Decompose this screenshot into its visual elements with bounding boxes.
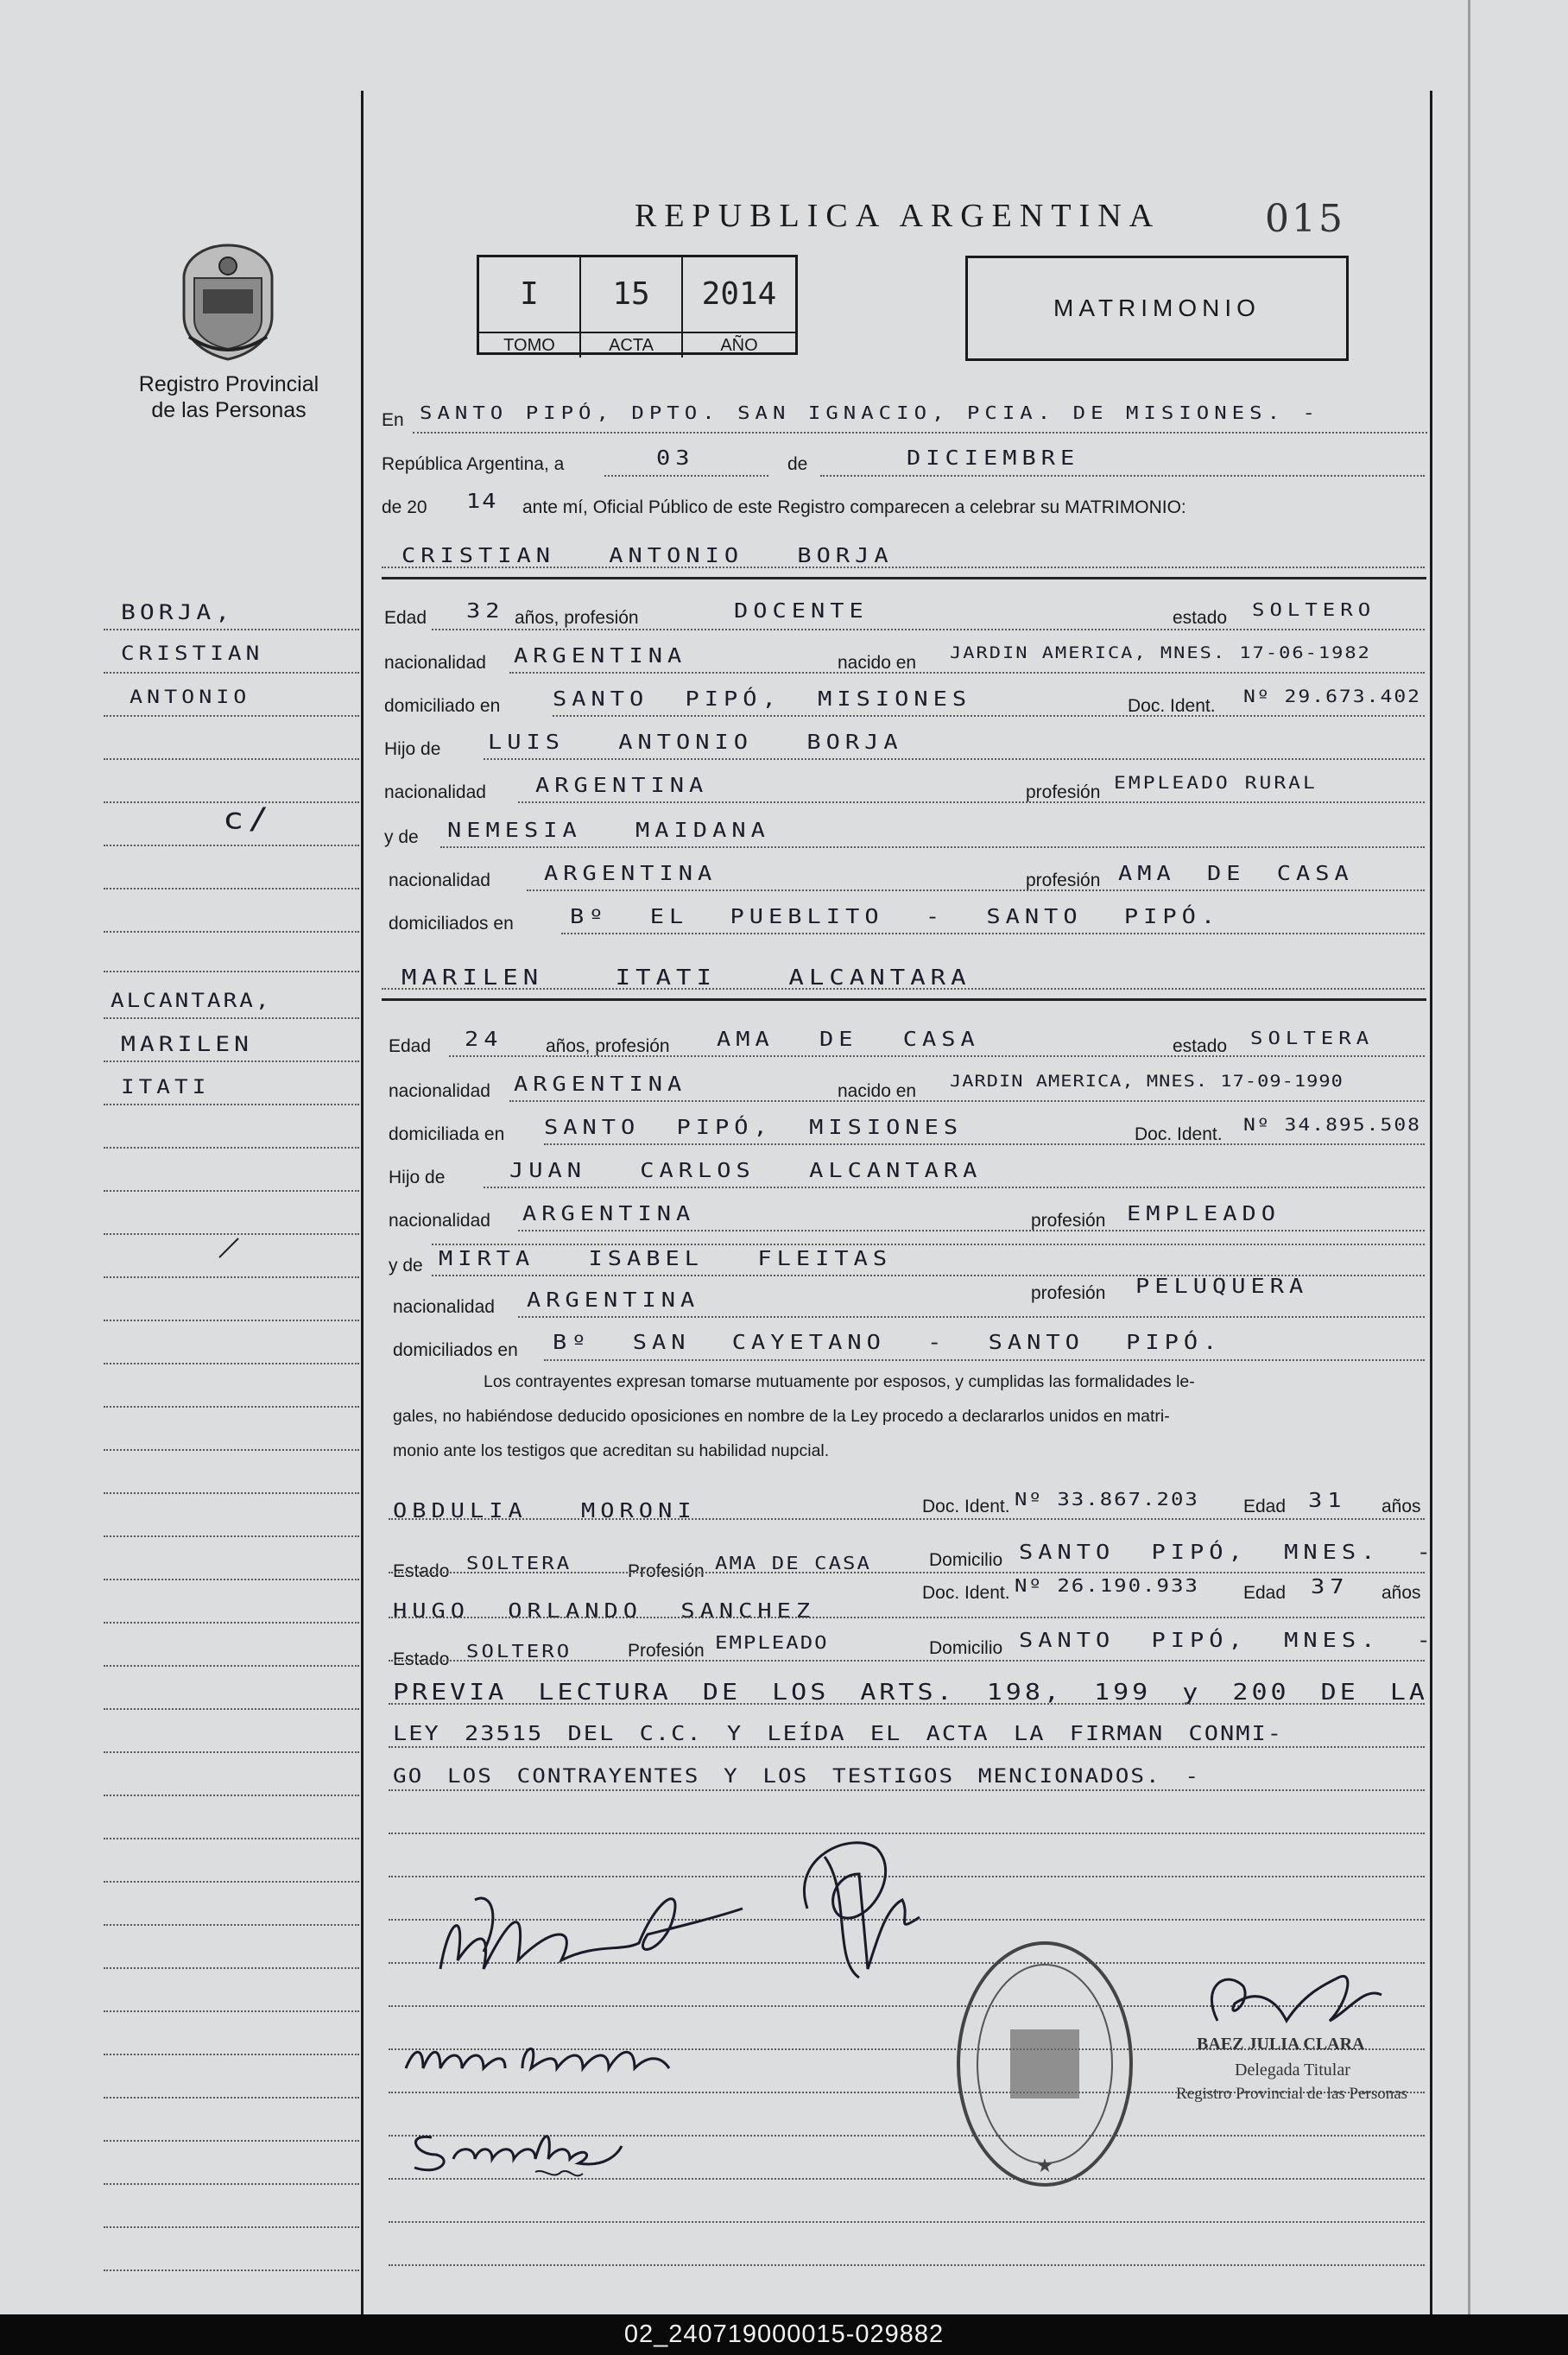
bride-dom-label: domiciliada en	[389, 1124, 505, 1144]
margin-rule	[104, 1017, 359, 1019]
groom-father-prof-label: profesión	[1026, 782, 1101, 802]
groom-profesion: DOCENTE	[734, 599, 869, 623]
margin-rule	[104, 1492, 359, 1494]
official-signature	[1192, 1952, 1390, 2047]
groom-doc-label: Doc. Ident.	[1128, 696, 1216, 716]
margin-rule	[104, 1147, 359, 1149]
witness2-estado-label: Estado	[393, 1649, 450, 1669]
margin-rule	[104, 2054, 359, 2055]
rule	[389, 1617, 1425, 1618]
registry-seal-icon	[177, 242, 279, 363]
rule	[389, 1572, 1425, 1573]
acta-value: 15	[612, 276, 650, 312]
year-prefix: de 20	[382, 497, 427, 517]
bride-nacido: JARDIN AMERICA, MNES. 17-09-1990	[950, 1072, 1344, 1091]
bride-father: JUAN CARLOS ALCANTARA	[509, 1159, 983, 1182]
declaration-line-3: monio ante los testigos que acreditan su habilidad nupcial.	[393, 1441, 830, 1460]
rule	[518, 1230, 1425, 1231]
margin-rule	[104, 1795, 359, 1796]
acta-label: ACTA	[581, 332, 681, 358]
document-title: REPUBLICA ARGENTINA	[635, 198, 1161, 234]
witness2-dom-label: Domicilio	[929, 1638, 1003, 1658]
groom-mother-prof: AMA DE CASA	[1118, 862, 1354, 885]
rule	[413, 432, 1427, 434]
bride-edad: 24	[465, 1028, 503, 1051]
bride-father-nac: ARGENTINA	[522, 1202, 696, 1225]
margin-rule	[104, 931, 359, 933]
declaration-text	[393, 1364, 1420, 1468]
witness1-profesion: AMA DE CASA	[715, 1553, 871, 1573]
declaration-line-2: gales, no habiéndose deducido oposiciones en nombre de la Ley procedo a declararlos unidos en matri-	[393, 1407, 1170, 1426]
margin-rule	[104, 672, 359, 674]
margin-groom-surname: BORJA,	[121, 599, 235, 624]
year-suffix: 14	[466, 490, 498, 513]
groom-signature	[423, 1865, 751, 1995]
margin-rule	[104, 758, 359, 760]
groom-hijo-label: Hijo de	[384, 739, 441, 759]
groom-estado: SOLTERO	[1252, 599, 1376, 620]
margin-rule	[104, 1665, 359, 1667]
margin-rule	[104, 1276, 359, 1278]
tomo-value: I	[520, 276, 539, 312]
witness1-edad-label: Edad	[1243, 1497, 1287, 1516]
bride-profesion: AMA DE CASA	[717, 1028, 980, 1051]
en-label: En	[382, 410, 404, 430]
rule	[389, 2221, 1425, 2223]
bride-parents-dom: Bº SAN CAYETANO - SANTO PIPÓ.	[553, 1331, 1223, 1354]
witness2-signature	[406, 2120, 630, 2189]
day-value: 03	[656, 446, 695, 470]
rule	[518, 801, 1425, 803]
margin-rule	[104, 2270, 359, 2271]
groom-anios-label: años, profesión	[515, 608, 639, 628]
rule	[389, 2264, 1425, 2266]
rule	[820, 475, 1425, 477]
margin-con: c/	[223, 801, 274, 836]
rule	[484, 758, 1425, 760]
margin-rule	[104, 971, 359, 972]
groom-doms-label: domiciliados en	[389, 914, 514, 934]
rule	[509, 672, 1425, 674]
margin-rule	[104, 2140, 359, 2142]
witness2-edad: 37	[1311, 1575, 1350, 1598]
act-type-box: MATRIMONIO	[965, 256, 1349, 361]
republica-label: República Argentina, a	[382, 454, 565, 474]
right-border-rule	[1430, 91, 1432, 2314]
official-title: Delegada Titular	[1235, 2061, 1350, 2080]
groom-domicilio: SANTO PIPÓ, MISIONES	[553, 687, 972, 711]
page-number: 015	[1265, 197, 1345, 241]
bride-anios-label: años, profesión	[546, 1036, 670, 1056]
witness1-dom-label: Domicilio	[929, 1550, 1003, 1570]
margin-rule	[104, 629, 359, 630]
witness1-name: OBDULIA MORONI	[393, 1499, 697, 1523]
witness1-estado-label: Estado	[393, 1561, 450, 1581]
margin-rule	[104, 1449, 359, 1451]
bride-mother-prof-label: profesión	[1031, 1283, 1106, 1303]
rule	[432, 629, 1425, 630]
registry-name	[112, 371, 345, 423]
witness1-edad: 31	[1308, 1489, 1347, 1512]
anio-value: 2014	[701, 276, 777, 312]
bride-mother-nac-label: nacionalidad	[393, 1297, 495, 1317]
bride-doms-label: domiciliados en	[393, 1340, 518, 1360]
margin-rule	[104, 1104, 359, 1105]
anio-label: AÑO	[683, 332, 795, 358]
bride-estado: SOLTERA	[1250, 1028, 1375, 1048]
rule	[382, 988, 1425, 990]
rule	[382, 567, 1425, 568]
svg-text:★: ★	[1036, 2155, 1053, 2176]
rule	[484, 1187, 1425, 1188]
margin-rule	[104, 1320, 359, 1321]
closing-line-2: LEY 23515 DEL C.C. Y LEÍDA EL ACTA LA FIRMAN CONMI-	[393, 1722, 1284, 1745]
margin-rule	[104, 1406, 359, 1408]
bride-mother-prof: PELUQUERA	[1135, 1275, 1309, 1298]
section-separator	[382, 577, 1426, 579]
witness1-anios: años	[1381, 1497, 1421, 1516]
witness2-edad-label: Edad	[1243, 1583, 1287, 1603]
margin-rule	[104, 1924, 359, 1926]
margin-rule	[104, 1060, 359, 1062]
month-value: DICIEMBRE	[907, 446, 1080, 470]
witness1-doc: Nº 33.867.203	[1015, 1489, 1199, 1510]
margin-bride-middle: ITATI	[121, 1076, 211, 1098]
margin-rule	[104, 2010, 359, 2012]
margin-rule	[104, 1881, 359, 1883]
bride-father-prof-label: profesión	[1031, 1211, 1106, 1231]
margin-bride-name: MARILEN	[121, 1031, 254, 1056]
margin-rule	[104, 1363, 359, 1364]
groom-mother-prof-label: profesión	[1026, 870, 1101, 890]
rule	[544, 1143, 1425, 1145]
bride-mother-nac: ARGENTINA	[527, 1288, 700, 1312]
registry-line-2: de las Personas	[151, 398, 307, 422]
scan-identifier: 02_240719000015-029882	[0, 2314, 1568, 2355]
official-name: BAEZ JULIA CLARA	[1197, 2035, 1365, 2054]
groom-mother-nac-label: nacionalidad	[389, 870, 490, 890]
groom-full-name: CRISTIAN ANTONIO BORJA	[401, 544, 894, 567]
groom-nac-label: nacionalidad	[384, 653, 486, 673]
groom-nacionalidad: ARGENTINA	[514, 644, 687, 668]
bride-yde-label: y de	[389, 1256, 423, 1276]
rule	[389, 1518, 1425, 1520]
closing-line-3: GO LOS CONTRAYENTES Y LOS TESTIGOS MENCIONADOS. -	[393, 1765, 1201, 1788]
rule	[449, 1055, 1425, 1057]
rule	[527, 889, 1425, 891]
margin-rule	[104, 2097, 359, 2099]
margin-rule	[104, 1190, 359, 1192]
margin-rule	[104, 1967, 359, 1969]
groom-nacido-label: nacido en	[838, 653, 917, 673]
rule	[389, 1746, 1425, 1748]
margin-rule	[104, 888, 359, 889]
margin-rule	[104, 1751, 359, 1753]
bride-signature	[773, 1822, 945, 1995]
rule	[389, 1703, 1425, 1705]
closing-line-1: PREVIA LECTURA DE LOS ARTS. 198, 199 y 200 DE LA	[393, 1680, 1428, 1706]
margin-rule	[104, 1708, 359, 1710]
witness1-signature	[401, 2029, 678, 2081]
groom-nacido: JARDIN AMERICA, MNES. 17-06-1982	[950, 643, 1371, 662]
official-seal-stamp	[950, 1934, 1140, 2194]
groom-doc: Nº 29.673.402	[1243, 687, 1422, 706]
margin-rule	[104, 1622, 359, 1624]
groom-estado-label: estado	[1173, 608, 1228, 628]
bride-father-nac-label: nacionalidad	[389, 1211, 490, 1231]
witness2-doc-label: Doc. Ident.	[922, 1583, 1010, 1603]
margin-slash-mark	[216, 1235, 242, 1261]
rule	[440, 846, 1425, 848]
tomo-acta-anio-box	[477, 255, 798, 355]
bride-domicilio: SANTO PIPÓ, MISIONES	[544, 1116, 964, 1139]
witness1-domicilio: SANTO PIPÓ, MNES. -	[1019, 1541, 1436, 1564]
rule	[509, 1100, 1425, 1102]
anio-cell	[683, 257, 795, 358]
de-label: de	[787, 454, 808, 474]
bride-father-prof: EMPLEADO	[1127, 1202, 1281, 1225]
margin-bride-surname: ALCANTARA,	[111, 990, 272, 1012]
left-margin-rule	[361, 91, 364, 2314]
witness2-domicilio: SANTO PIPÓ, MNES. -	[1019, 1629, 1436, 1652]
official-registry: Registro Provincial de las Personas	[1176, 2085, 1408, 2103]
rule	[518, 1316, 1425, 1318]
groom-mother: NEMESIA MAIDANA	[447, 819, 770, 842]
margin-groom-middle: ANTONIO	[130, 686, 251, 707]
bride-nac-label: nacionalidad	[389, 1081, 490, 1101]
groom-edad: 32	[466, 599, 505, 623]
groom-yde-label: y de	[384, 827, 419, 847]
rule	[561, 933, 1425, 934]
registry-line-1: Registro Provincial	[138, 372, 319, 396]
bride-doc-label: Doc. Ident.	[1135, 1124, 1223, 1144]
declaration-line-1: Los contrayentes expresan tomarse mutuamente por esposos, y cumplidas las formalidades le-	[484, 1372, 1195, 1391]
margin-groom-name: CRISTIAN	[121, 643, 264, 665]
bride-edad-label: Edad	[389, 1036, 432, 1056]
bride-full-name: MARILEN ITATI ALCANTARA	[401, 965, 971, 990]
groom-father: LUIS ANTONIO BORJA	[488, 731, 903, 754]
acta-cell	[581, 257, 683, 358]
margin-rule	[104, 2226, 359, 2228]
bride-estado-label: estado	[1173, 1036, 1228, 1056]
bride-nacido-label: nacido en	[838, 1081, 917, 1101]
margin-rule	[104, 1535, 359, 1537]
bride-hijo-label: Hijo de	[389, 1168, 446, 1187]
margin-rule	[104, 845, 359, 846]
section-separator	[382, 998, 1426, 1001]
groom-parents-dom: Bº EL PUEBLITO - SANTO PIPÓ.	[570, 905, 1221, 928]
witness2-estado: SOLTERO	[466, 1641, 572, 1662]
rule	[544, 1359, 1425, 1361]
bride-mother: MIRTA ISABEL FLEITAS	[439, 1247, 893, 1270]
bride-nacionalidad: ARGENTINA	[514, 1073, 687, 1096]
witness1-doc-label: Doc. Ident.	[922, 1497, 1010, 1516]
place-value: SANTO PIPÓ, DPTO. SAN IGNACIO, PCIA. DE MISIONES. -	[420, 402, 1320, 423]
margin-rule	[104, 2183, 359, 2185]
rule	[389, 1660, 1425, 1662]
witness2-anios: años	[1381, 1583, 1421, 1603]
tomo-cell	[479, 257, 581, 358]
ante-text: ante mí, Oficial Público de este Registro comparecen a celebrar su MATRIMONIO:	[522, 497, 1186, 517]
witness1-prof-label: Profesión	[628, 1561, 705, 1581]
rule	[604, 475, 768, 477]
rule	[389, 1789, 1425, 1791]
witness2-name: HUGO ORLANDO SANCHEZ	[393, 1599, 816, 1623]
rule	[553, 715, 1425, 717]
groom-father-nac-label: nacionalidad	[384, 782, 486, 802]
groom-edad-label: Edad	[384, 608, 427, 628]
witness2-doc: Nº 26.190.933	[1015, 1575, 1199, 1596]
witness2-prof-label: Profesión	[628, 1641, 705, 1661]
bride-doc: Nº 34.895.508	[1243, 1115, 1422, 1135]
margin-rule	[104, 715, 359, 717]
page-edge	[1468, 0, 1470, 2314]
witness2-profesion: EMPLEADO	[715, 1632, 829, 1653]
groom-dom-label: domiciliado en	[384, 696, 501, 716]
groom-mother-nac: ARGENTINA	[544, 862, 718, 885]
witness1-estado: SOLTERA	[466, 1553, 572, 1573]
tomo-label: TOMO	[479, 332, 579, 358]
groom-father-prof: EMPLEADO RURAL	[1114, 773, 1318, 793]
groom-father-nac: ARGENTINA	[535, 774, 709, 797]
rule	[432, 1244, 1425, 1245]
margin-rule	[104, 1838, 359, 1839]
margin-rule	[104, 1579, 359, 1580]
